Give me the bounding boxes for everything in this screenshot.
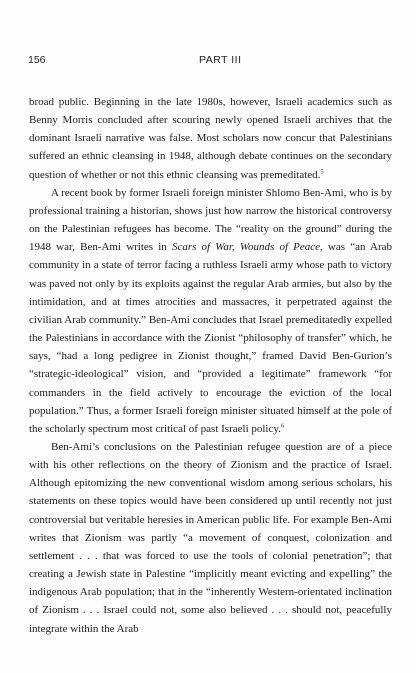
paragraph-text: Ben-Ami’s conclusions on the Palestinian refugee question are of a piece with his other reflections on the theory of Zionism and the practice of Israel. Although epitomizing the new conventional wisdom among serious scholars, his statements on these topics would have been considered up until recently not just controversial but veritable heresies in American public life. For example Ben-Ami writes that Zionism was partly “a movement of conquest, colonization and settlement . . . that was forced to use the tools of colonial penetration”; that creating a Jewish state in Palestine “implicitly meant evicting and expelling” the indigenous Arab population; that in the “inherently Western-orientated inclination of Zionism . . . Israel could not, some also believed . . . should not, peacefully integrate within the Arab <box>29 440 392 635</box>
body-text <box>29 93 392 638</box>
paragraph-text: , was “an Arab community in a state of terror facing a ruthless Israeli army whose path to victory was paved not only by its exploits against the regular Arab armies, but also by the intimidation, and at times atrocities and massacres, it perpetrated against the civilian Arab community.” Ben-Ami concludes that Israel premeditatedly expelled the Palestinians in accordance with the Zionist “philosophy of transfer” which, he says, “had a long pedigree in Zionist thought,” framed David Ben-Gurion’s “strategic-ideological” vision, and “provided a legitimate” framework “for commanders in the field actively to encourage the eviction of the local population.” Thus, a former Israeli foreign minister situated himself at the pole of the scholarly spectrum most critical of past Israeli policy. <box>29 241 392 435</box>
footnote-ref-5: 5 <box>320 167 324 175</box>
paragraph-text: broad public. Beginning in the late 1980s, however, Israeli academics such as Benny Morris concluded after scouring newly opened Israeli archives that the dominant Israeli narrative was false. Most scholars now concur that Palestinians suffered an ethnic cleansing in 1948, although debate continues on the secondary question of whether or not this ethnic cleansing was premeditated. <box>29 96 392 181</box>
book-title: Scars of War, Wounds of Peace <box>171 241 321 254</box>
footnote-ref-6: 6 <box>280 422 285 430</box>
paragraph-text: A recent book by former Israeli foreign minister Shlomo Ben-Ami, who is by professional training a historian, shows just how narrow the historical controversy on the Palestinian refugees has become. The “reality on the ground” during the 1948 war, Ben-Ami writes in <box>29 186 392 254</box>
page-number: 156 <box>28 54 46 66</box>
part-heading: PART III <box>199 54 242 66</box>
paragraph-3 <box>29 438 392 638</box>
running-head <box>0 54 416 70</box>
paragraph-2 <box>29 184 392 438</box>
paragraph-1 <box>29 93 392 184</box>
